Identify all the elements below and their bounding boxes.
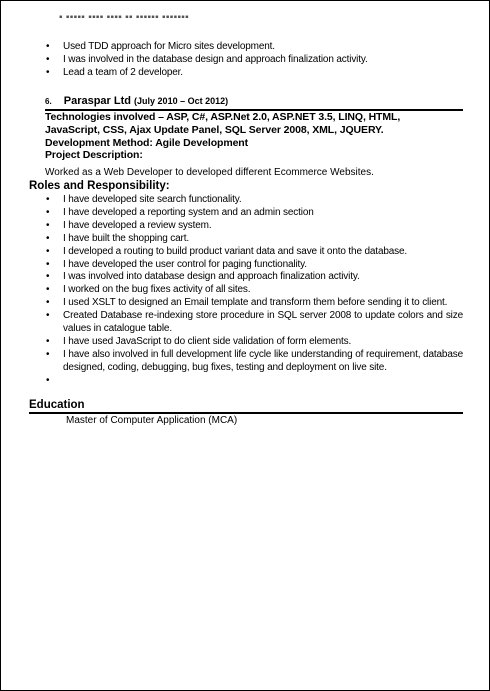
list-item: • I was involved into database design and approach finalization activity.	[46, 271, 360, 283]
list-item: • I used XSLT to designed an Email template and transform them before sending it to client.	[46, 297, 448, 309]
list-item: • Lead a team of 2 developer.	[46, 66, 183, 78]
list-item: • I have also involved in full development life cycle like understanding of requirement, database designed, coding, debugging, bug fixes, testing and deployment on live site.	[46, 348, 463, 373]
bullet-icon: •	[46, 194, 50, 205]
list-item: • I worked on the bug fixes activity of all sites.	[46, 284, 251, 296]
list-item: • Used TDD approach for Micro sites development.	[46, 41, 275, 52]
project-description: Worked as a Web Developer to developed different Ecommerce Websites.	[45, 167, 374, 178]
bullet-icon: •	[46, 335, 50, 347]
job-dates: (July 2010 – Oct 2012)	[134, 96, 229, 106]
list-item: • I have built the shopping cart.	[46, 232, 189, 244]
bullet-icon: •	[46, 284, 50, 296]
roles-heading: Roles and Responsibility:	[29, 180, 170, 192]
bullet-icon: •	[46, 245, 50, 257]
bullet-icon: •	[46, 310, 50, 322]
company-name: Paraspar Ltd	[63, 95, 131, 107]
project-description-label: Project Description:	[45, 149, 143, 162]
job-details	[45, 111, 465, 162]
bullet-icon: •	[46, 206, 50, 218]
previous-job-bullet-list	[1, 41, 489, 80]
job-heading	[45, 95, 228, 108]
degree-entry: Master of Computer Application (MCA)	[66, 415, 238, 426]
technologies-line-2: JavaScript, CSS, Ajax Update Panel, SQL Server 2008, XML, JQUERY.	[45, 123, 384, 136]
development-method: Development Method: Agile Development	[45, 136, 249, 149]
list-item: • I developed a routing to build product variant data and save it onto the database.	[46, 245, 408, 257]
list-item	[1, 375, 489, 388]
bullet-icon: •	[46, 232, 50, 244]
list-item: • I have developed the user control for paging functionality.	[46, 258, 307, 270]
bullet-icon: •	[46, 374, 50, 386]
bullet-icon: •	[46, 297, 50, 309]
job-number: 6.	[45, 97, 52, 106]
list-item: • I have developed a reporting system and an admin section	[46, 206, 314, 218]
technologies-line-1: Technologies involved – ASP, C#, ASP.Net 2.0, ASP.NET 3.5, LINQ, HTML,	[45, 111, 401, 123]
list-item: • I have developed a review system.	[46, 219, 212, 231]
list-item: • I was involved in the database design and approach finalization activity.	[46, 53, 368, 65]
bullet-icon: •	[46, 219, 50, 231]
bullet-icon: •	[46, 348, 50, 360]
clipped-previous-line: ▪ ▪▪▪▪▪ ▪▪▪▪ ▪▪▪▪ ▪▪ ▪▪▪▪▪▪ ▪▪▪▪▪▪▪	[59, 12, 189, 23]
list-item: • Created Database re-indexing store procedure in SQL server 2008 to update colors and size values in catalogue table.	[46, 310, 463, 335]
bullet-icon: •	[46, 41, 50, 52]
bullet-icon: •	[46, 66, 50, 78]
bullet-icon: •	[46, 53, 50, 65]
bullet-icon: •	[46, 258, 50, 270]
education-heading: Education	[29, 399, 85, 411]
roles-bullet-list	[1, 194, 489, 388]
education-divider	[29, 412, 463, 414]
bullet-icon: •	[46, 271, 50, 283]
list-item: • I have developed site search functionality.	[46, 194, 242, 205]
list-item: • I have used JavaScript to do client side validation of form elements.	[46, 335, 352, 347]
